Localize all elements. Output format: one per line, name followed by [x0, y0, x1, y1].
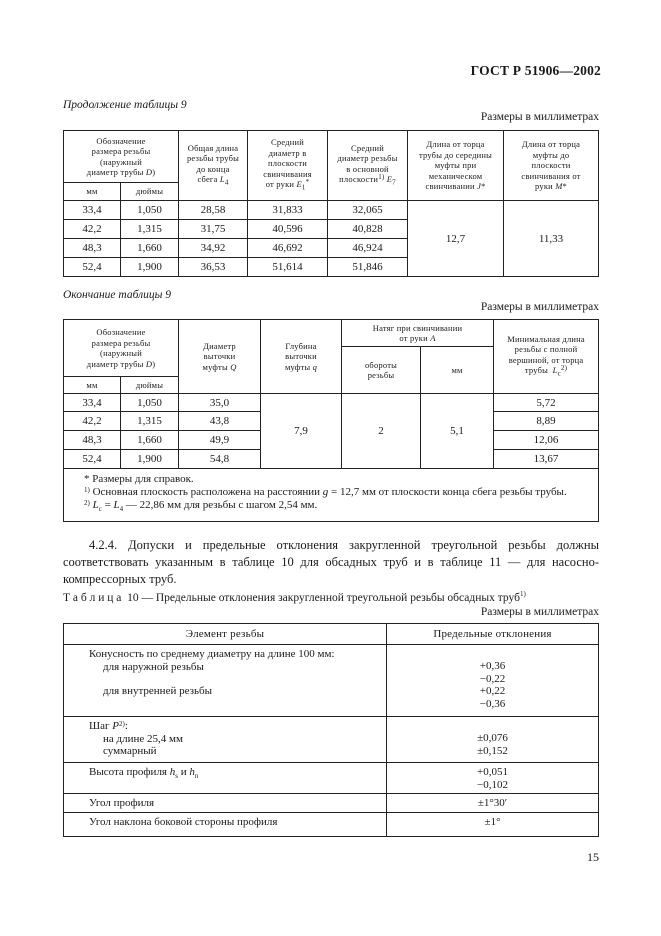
taper-label: Конусность по среднему диаметру на длине 100 мм:	[89, 648, 335, 660]
taper-int-minus: −0,36	[479, 697, 506, 710]
header-A-mm: мм	[421, 347, 494, 394]
cell-inch: 1,900	[121, 450, 179, 469]
cell-L4: 28,58	[179, 201, 248, 220]
cell-E7: 46,924	[328, 239, 408, 258]
header-Lc: Минимальная длина резьбы с полной вершиной, от торца трубы $L_c^{2)}$	[494, 320, 599, 394]
cell-mm: 52,4	[64, 450, 121, 469]
table9a-units: Размеры в миллиметрах	[480, 111, 599, 123]
cell-Lc: 12,06	[494, 431, 599, 450]
cell-mm: 33,4	[64, 394, 121, 412]
flank-value: ±1°	[387, 813, 599, 837]
taper-ext-plus: +0,36	[479, 660, 506, 672]
table9a-caption: Продолжение таблицы 9	[63, 99, 187, 111]
cell-inch: 1,315	[121, 412, 179, 431]
cell-E7: 40,828	[328, 220, 408, 239]
table10	[63, 623, 599, 837]
cell-mm: 42,2	[64, 412, 121, 431]
taper-ext-minus: −0,22	[479, 672, 506, 685]
header-mm: мм	[64, 377, 121, 394]
pitch-len-value: ±0,076	[477, 732, 508, 744]
header-designation: Обозначение размера резьбы (наружный диаметр трубы D)	[64, 131, 179, 183]
cell-inch: 1,660	[121, 431, 179, 450]
cell-Lc: 8,89	[494, 412, 599, 431]
header-E1: Средний диаметр в плоскости свинчивания от руки $E_1^*$	[248, 131, 328, 201]
row-pitch-values	[387, 717, 599, 763]
cell-mm: 33,4	[64, 201, 121, 220]
cell-E7: 51,846	[328, 258, 408, 277]
cell-L4: 34,92	[179, 239, 248, 258]
document-header: ГОСТ Р 51906—2002	[470, 63, 601, 78]
cell-E1: 51,614	[248, 258, 328, 277]
angle-value: ±1°30′	[387, 794, 599, 813]
note-1: * Размеры для справок.	[84, 473, 194, 485]
taper-ext-label: для наружной резьбы	[103, 660, 204, 673]
header-E7: Средний диаметр резьбы в основной плоскости$^{1)}$ $E_7$	[328, 131, 408, 201]
header-J: Длина от торца трубы до середины муфты при механическом свинчивании J*	[408, 131, 504, 201]
header-deviation: Предельные отклонения	[387, 624, 599, 645]
cell-mm: 48,3	[64, 239, 121, 258]
table9b-units: Размеры в миллиметрах	[480, 301, 599, 313]
table10-units: Размеры в миллиметрах	[480, 606, 599, 618]
header-element: Элемент резьбы	[64, 624, 387, 645]
header-mm: мм	[64, 183, 121, 201]
table9-continuation	[63, 130, 599, 277]
taper-int-label: для внутренней резьбы	[103, 685, 212, 697]
cell-E1: 31,833	[248, 201, 328, 220]
paragraph-4-2-4: 4.2.4. Допуски и предельные отклонения закругленной треугольной резьбы должны соответствовать указанным в таблице 10 для обсадных труб и в таблице 11 — для насосно-компрессорных труб.	[63, 538, 599, 586]
header-q: Глубина выточки муфты q	[261, 320, 342, 394]
cell-J: 12,7	[408, 201, 504, 277]
header-designation: Обозначение размера резьбы (наружный диаметр трубы D)	[64, 320, 179, 377]
cell-L4: 36,53	[179, 258, 248, 277]
pitch-label: Шаг $P^{2)}$:	[89, 720, 128, 732]
cell-mm: 48,3	[64, 431, 121, 450]
cell-L4: 31,75	[179, 220, 248, 239]
row-taper-values	[387, 645, 599, 717]
page-number: 15	[587, 850, 599, 864]
height-plus: +0,051	[477, 766, 508, 778]
header-M: Длина от торца муфты до плоскости свинчивания от руки M*	[504, 131, 599, 201]
note-3: $^{2)}$ $L_c = L_4$ — 22,86 мм для резьбы с шагом 2,54 мм.	[84, 499, 318, 514]
header-A-turns: обороты резьбы	[342, 347, 421, 394]
cell-E1: 40,596	[248, 220, 328, 239]
angle-label: Угол профиля	[64, 794, 387, 813]
cell-mm: 52,4	[64, 258, 121, 277]
flank-label: Угол наклона боковой стороны профиля	[64, 813, 387, 837]
table10-title: Т а б л и ц а 10 — Предельные отклонения закругленной треугольной резьбы обсадных труб$^{1)}$	[63, 590, 526, 604]
cell-Lc: 5,72	[494, 394, 599, 412]
cell-inch: 1,050	[121, 201, 179, 220]
header-A: Натяг при свинчивании от руки A	[342, 320, 494, 347]
cell-Q: 35,0	[179, 394, 261, 412]
cell-E7: 32,065	[328, 201, 408, 220]
pitch-len-label: на длине 25,4 мм	[103, 732, 183, 745]
pitch-sum-value: ±0,152	[477, 744, 508, 757]
cell-inch: 1,315	[121, 220, 179, 239]
table-notes	[64, 469, 599, 522]
row-taper-label	[64, 645, 387, 717]
row-pitch-label	[64, 717, 387, 763]
note-2: $^{1)}$ Основная плоскость расположена на расстоянии g = 12,7 мм от плоскости конца сбега резьбы трубы.	[84, 486, 567, 498]
cell-Q: 54,8	[179, 450, 261, 469]
cell-inch: 1,050	[121, 394, 179, 412]
cell-inch: 1,660	[121, 239, 179, 258]
cell-A-mm: 5,1	[421, 394, 494, 469]
cell-A-turns: 2	[342, 394, 421, 469]
height-minus: −0,102	[477, 778, 508, 791]
header-L4: Общая длина резьбы трубы до конца сбега $L_4$	[179, 131, 248, 201]
header-inch: дюймы	[121, 377, 179, 394]
header-inch: дюймы	[121, 183, 179, 201]
row-height-values	[387, 763, 599, 794]
cell-Lc: 13,67	[494, 450, 599, 469]
table9-ending	[63, 319, 599, 522]
table9b-caption: Окончание таблицы 9	[63, 289, 171, 301]
cell-E1: 46,692	[248, 239, 328, 258]
pitch-sum-label: суммарный	[103, 745, 157, 757]
taper-int-plus: +0,22	[479, 685, 506, 697]
height-label: Высота профиля $h_s$ и $h_n$	[64, 763, 387, 794]
cell-q: 7,9	[261, 394, 342, 469]
cell-Q: 49,9	[179, 431, 261, 450]
header-Q: Диаметр выточки муфты Q	[179, 320, 261, 394]
cell-Q: 43,8	[179, 412, 261, 431]
cell-M: 11,33	[504, 201, 599, 277]
cell-mm: 42,2	[64, 220, 121, 239]
cell-inch: 1,900	[121, 258, 179, 277]
